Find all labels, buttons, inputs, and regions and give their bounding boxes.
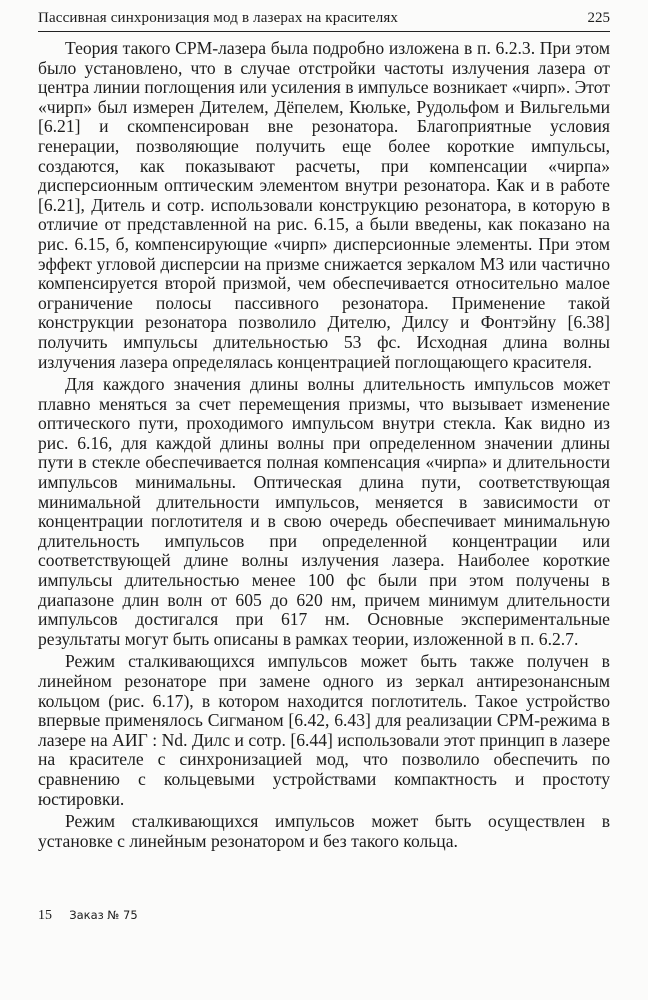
paragraph-4: Режим сталкивающихся импульсов может быть осуществлен в установке с линейным резонатором и без такого кольца. <box>38 811 610 851</box>
body-text <box>38 39 610 854</box>
page-number: 225 <box>587 10 610 26</box>
signature-number: 15 <box>38 908 52 923</box>
running-title: Пассивная синхронизация мод в лазерах на красителях <box>38 10 399 26</box>
paragraph-1: Теория такого CPM-лазера была подробно изложена в п. 6.2.3. При этом было установлено, что в случае отстройки частоты излучения лазера от центра линии поглощения или усиления в импульсе возникает «чирп». Этот «чирп» был измерен Дителем, Дёпелем, Кюльке, Рудольфом и Вильгельми [6.21] и скомпенсирован вне резонатора. Благоприятные условия генерации, позволяющие получить еще более короткие импульсы, создаются, как показывают расчеты, при компенсации «чирпа» дисперсионным оптическим элементом внутри резонатора. Как и в работе [6.21], Дитель и сотр. использовали конструкцию резонатора, в которую в отличие от представленной на рис. 6.15, а были введены, как показано на рис. 6.15, б, компенсирующие «чирп» дисперсионные элементы. При этом эффект угловой дисперсии на призме снижается зеркалом M3 или частично компенсируется второй призмой, чем обеспечивается относительно малое ограничение полосы пассивного резонатора. Применение такой конструкции резонатора позволило Дителю, Дилсу и Фонтэйну [6.38] получить импульсы длительностью 53 фс. Исходная длина волны излучения лазера определялась концентрацией поглощающего красителя. <box>38 38 610 372</box>
order-number: Заказ № 75 <box>69 908 138 922</box>
running-header <box>38 10 610 30</box>
paragraph-2: Для каждого значения длины волны длительность импульсов может плавно меняться за счет перемещения призмы, что вызывает изменение оптического пути, проходимого импульсом внутри стекла. Как видно из рис. 6.16, для каждой длины волны при определенном значении длины пути в стекле обеспечивается полная компенсация «чирпа» и длительности импульсов минимальны. Оптическая длина пути, соответствующая минимальной длительности импульсов, меняется в зависимости от концентрации поглотителя и в свою очередь обеспечивает минимальную длительность импульсов при определенной концентрации или соответствующей длине волны излучения лазера. Наиболее короткие импульсы длительностью менее 100 фс были при этом получены в диапазоне длин волн от 605 до 620 нм, причем минимум длительности импульсов достигался при 617 нм. Основные экспериментальные результаты могут быть описаны в рамках теории, изложенной в п. 6.2.7. <box>38 374 610 649</box>
paragraph-3: Режим сталкивающихся импульсов может быть также получен в линейном резонаторе при замене одного из зеркал антирезонансным кольцом (рис. 6.17), в котором находится поглотитель. Такое устройство впервые применялось Сигманом [6.42, 6.43] для реализации CPM-режима в лазере на АИГ : Nd. Дилс и сотр. [6.44] использовали этот принцип в лазере на красителе с синхронизацией мод, что позволило обеспечить по сравнению с кольцевыми устройствами компактность и простоту юстировки. <box>38 651 610 809</box>
header-rule <box>38 31 610 32</box>
printer-footer <box>38 907 138 924</box>
